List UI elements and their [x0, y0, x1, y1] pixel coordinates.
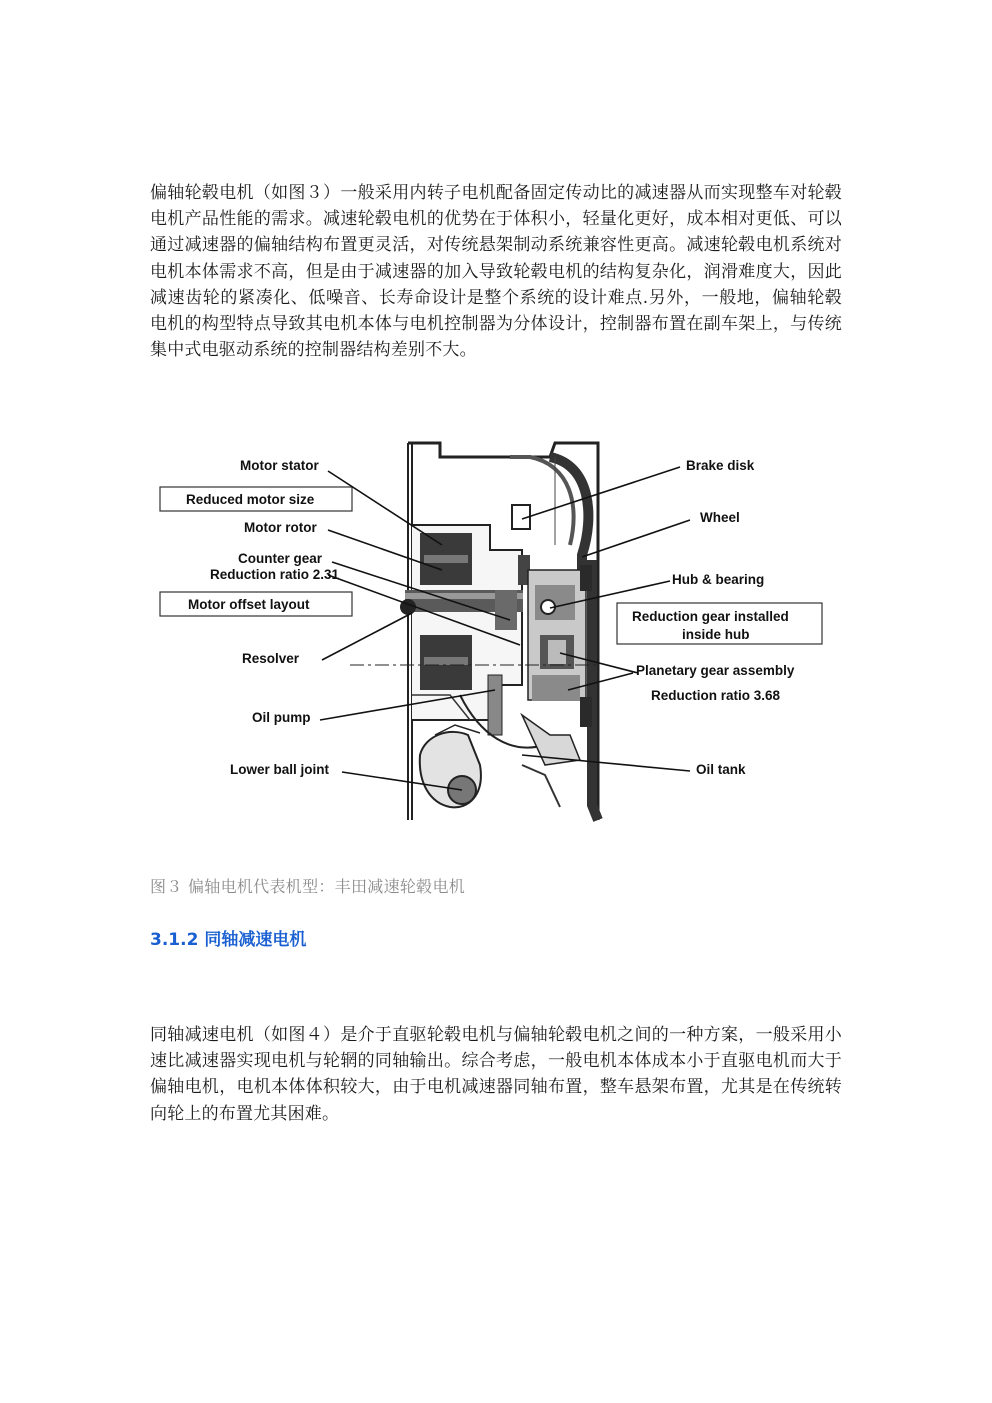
mechanical-drawing — [350, 443, 600, 820]
label-motor-rotor: Motor rotor — [244, 520, 317, 535]
label-wheel: Wheel — [700, 510, 740, 525]
label-hub-bearing: Hub & bearing — [672, 572, 765, 587]
label-counter-gear: Counter gear — [238, 551, 323, 566]
label-reduced-motor-size: Reduced motor size — [186, 492, 315, 507]
label-motor-offset-layout: Motor offset layout — [188, 597, 310, 612]
hub-motor-cross-section — [150, 435, 840, 825]
label-oil-pump: Oil pump — [252, 710, 311, 725]
label-reduction-ratio-368: Reduction ratio 3.68 — [651, 688, 781, 703]
label-resolver: Resolver — [242, 651, 300, 666]
figure-caption: 图３ 偏轴电机代表机型：丰田减速轮毂电机 — [150, 877, 466, 896]
label-planetary-gear: Planetary gear assembly — [636, 663, 795, 678]
label-oil-tank: Oil tank — [696, 762, 746, 777]
label-lower-ball-joint: Lower ball joint — [230, 762, 330, 777]
section-heading: 3.1.2 同轴减速电机 — [150, 930, 307, 950]
hub-motor-diagram — [150, 435, 840, 825]
paragraph-offset-hub-motor: 偏轴轮毂电机（如图３）一般采用内转子电机配备固定传动比的减速器从而实现整车对轮毂电机产品性能的需求。减速轮毂电机的优势在于体积小，轻量化更好，成本相对更低、可以通过减速器的偏轴结构布置更灵活，对传统悬架制动系统兼容性更高。减速轮毂电机系统对电机本体需求不高，但是由于减速器的加入导致轮毂电机的结构复杂化，润滑难度大，因此减速齿轮的紧凑化、低噪音、长寿命设计是整个系统的设计难点.另外，一般地，偏轴轮毂电机的构型特点导致其电机本体与电机控制器为分体设计，控制器布置在副车架上，与传统集中式电驱动系统的控制器结构差别不大。 — [150, 183, 842, 361]
label-brake-disk: Brake disk — [686, 458, 755, 473]
label-inside-hub: inside hub — [682, 627, 750, 642]
label-reduction-gear-installed: Reduction gear installed — [632, 609, 789, 624]
paragraph-coaxial-motor: 同轴减速电机（如图４）是介于直驱轮毂电机与偏轴轮毂电机之间的一种方案，一般采用小速比减速器实现电机与轮辋的同轴输出。综合考虑，一般电机本体成本小于直驱电机而大于偏轴电机，电机本体体积较大，由于电机减速器同轴布置，整车悬架布置，尤其是在传统转向轮上的布置尤其困难。 — [150, 1025, 842, 1124]
label-motor-stator: Motor stator — [240, 458, 319, 473]
label-reduction-ratio-231: Reduction ratio 2.31 — [210, 567, 340, 582]
